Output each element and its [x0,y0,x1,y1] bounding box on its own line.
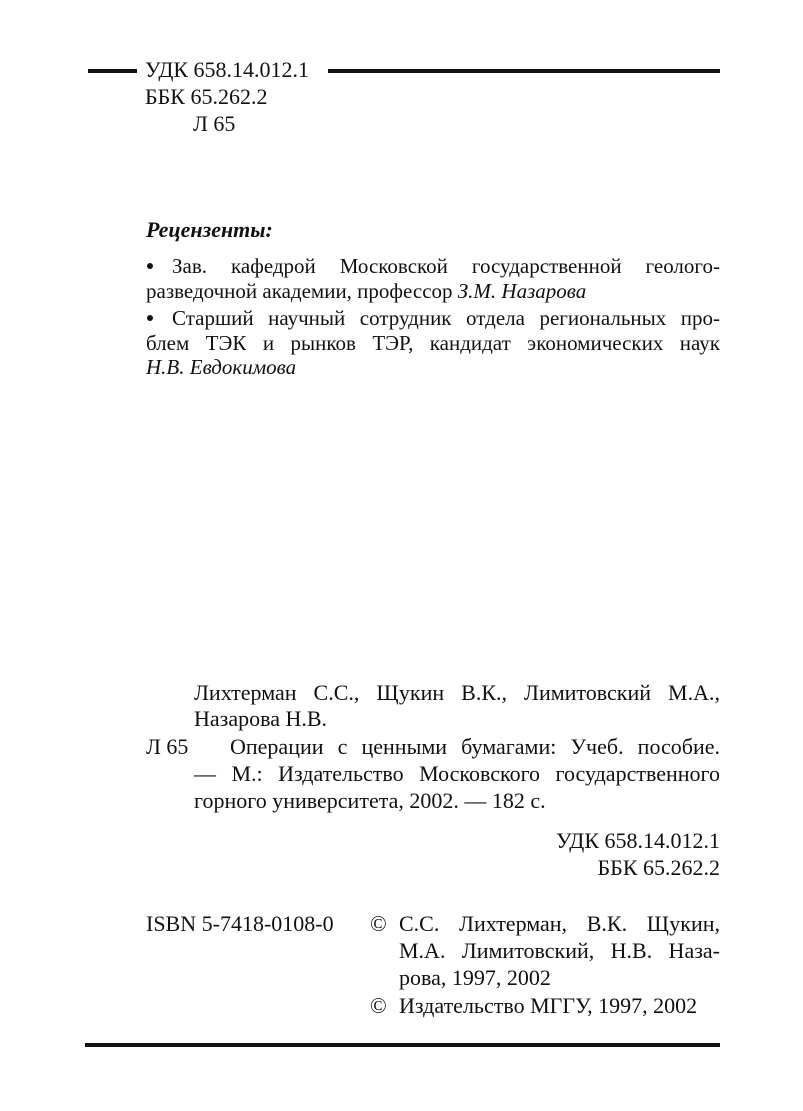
copyright-1-line-2: М.А. Лимитовский, Н.В. Наза- [399,938,720,963]
reviewers-heading: Рецензенты: [146,217,273,242]
reviewer-2-line-1: Старший научный сотрудник отдела региональных про- [172,306,720,330]
bottom-rule [85,1043,720,1047]
bullet-icon [147,263,153,269]
reviewer-1-name: З.М. Назарова [457,279,587,303]
copyright-symbol-1: © [370,911,387,936]
copyright-symbol-2: © [370,993,387,1018]
reviewer-2-line-2: блем ТЭК и рынков ТЭР, кандидат экономических наук [146,331,720,355]
authors-line-1: Лихтерман С.С., Щукин В.К., Лимитовский М.А., [194,680,720,705]
top-rule-right [328,69,720,73]
bbk-top: ББК 65.262.2 [145,84,268,109]
entry-line-1: Операции с ценными бумагами: Учеб. пособие. [230,734,720,759]
authors-line-2: Назарова Н.В. [194,706,328,731]
isbn: ISBN 5-7418-0108-0 [146,911,334,936]
reviewer-1-text: разведочной академии, профессор [146,279,458,303]
entry-line-3: горного университета, 2002. — 182 с. [194,788,546,813]
bullet-icon [147,315,153,321]
udk-bottom: УДК 658.14.012.1 [555,828,720,853]
entry-line-2: — М.: Издательство Московского государственного [194,761,720,786]
copyright-1-line-3: рова, 1997, 2002 [399,965,551,990]
reviewer-2-name: Н.В. Евдокимова [146,355,297,379]
copyright-2-line-1: Издательство МГГУ, 1997, 2002 [399,993,698,1018]
udk-top: УДК 658.14.012.1 [145,57,310,82]
entry-code: Л 65 [146,734,189,759]
top-rule-left [88,69,137,73]
copyright-1-line-1: С.С. Лихтерман, В.К. Щукин, [399,911,720,936]
reviewer-1-line-2 [146,277,586,305]
code-top: Л 65 [193,111,236,136]
bbk-bottom: ББК 65.262.2 [597,855,720,880]
reviewer-1-line-1: Зав. кафедрой Московской государственной геолого- [172,254,720,278]
